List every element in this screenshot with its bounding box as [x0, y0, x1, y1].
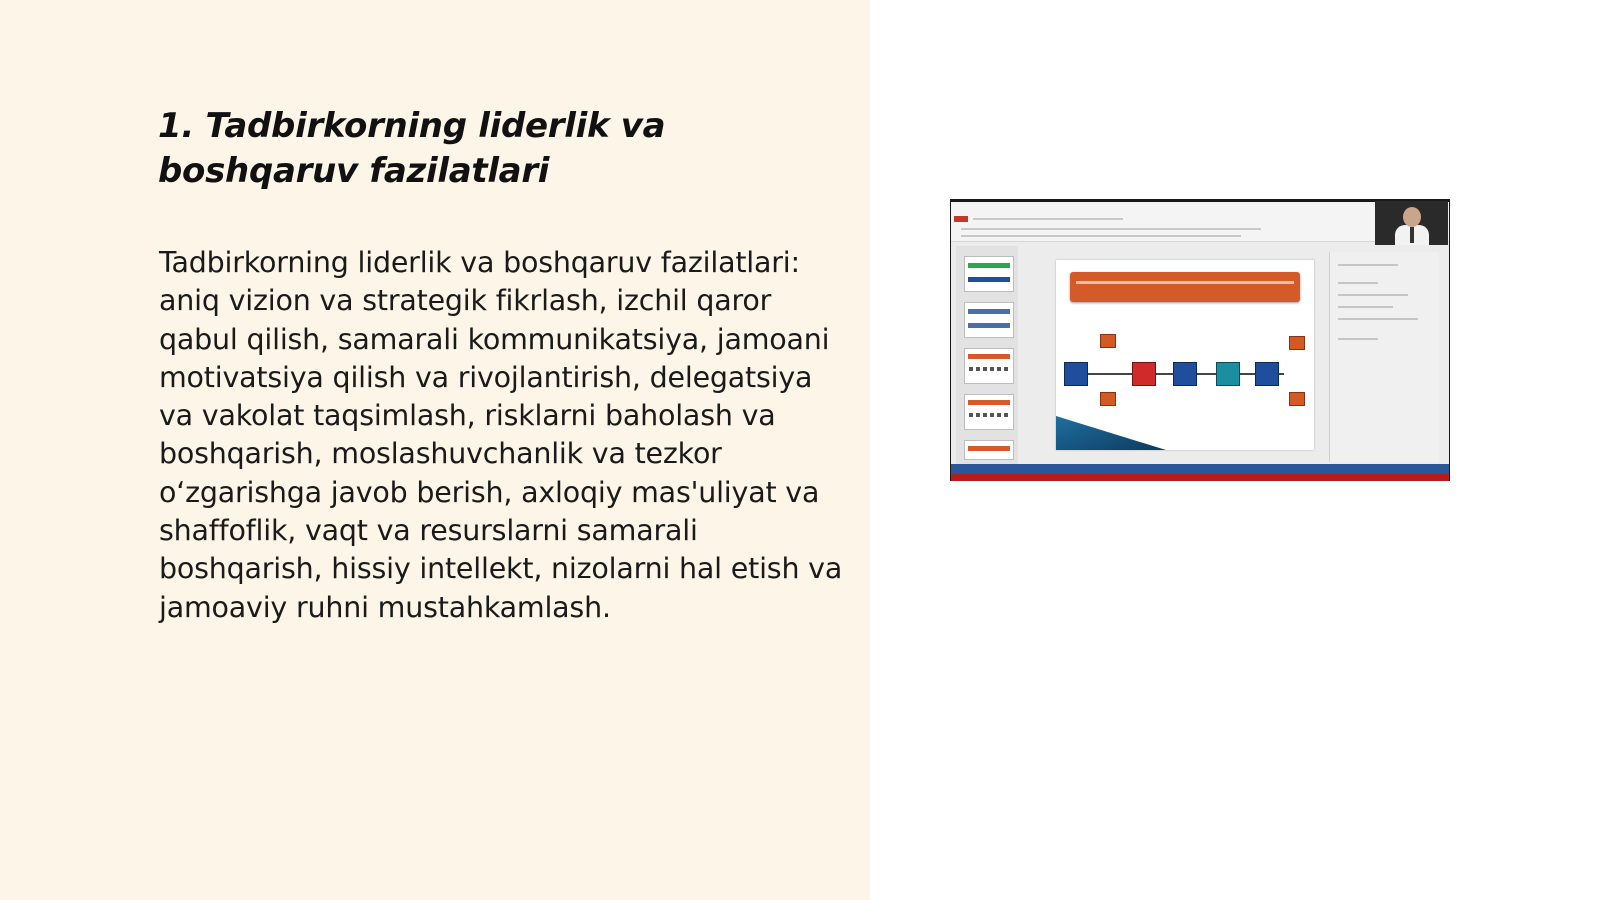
diagram-node — [1064, 362, 1088, 386]
decorative-wedge — [1056, 416, 1166, 450]
file-tab — [954, 216, 968, 222]
diagram-node — [1173, 362, 1197, 386]
diagram-node — [1132, 362, 1156, 386]
diagram-leaf — [1289, 392, 1305, 406]
slide-thumbnails — [956, 246, 1018, 464]
status-bar — [951, 464, 1449, 474]
diagram-leaf — [1100, 392, 1116, 406]
embedded-presentation-screenshot — [950, 199, 1450, 481]
presenter-avatar — [1403, 207, 1421, 227]
slide-canvas — [1056, 260, 1314, 450]
ribbon-tools-row — [961, 235, 1241, 237]
slide-banner — [1070, 272, 1300, 302]
ribbon-tools — [961, 228, 1261, 230]
side-pane — [1329, 252, 1439, 462]
taskbar — [951, 474, 1449, 481]
ribbon-tabs — [973, 218, 1123, 220]
thumbnail — [964, 440, 1014, 460]
thumbnail — [964, 394, 1014, 430]
diagram-leaf — [1100, 334, 1116, 348]
thumbnail — [964, 256, 1014, 292]
diagram-node — [1255, 362, 1279, 386]
thumbnail — [964, 348, 1014, 384]
diagram-leaf — [1289, 336, 1305, 350]
diagram-node — [1216, 362, 1240, 386]
webcam-overlay — [1375, 201, 1448, 245]
thumbnail — [964, 302, 1014, 338]
slide-title: 1. Tadbirkorning liderlik va boshqaruv fazilatlari — [158, 106, 666, 191]
slide-body-text: Tadbirkorning liderlik va boshqaruv fazilatlari: aniq vizion va strategik fikrlash, izchil qaror qabul qilish, samarali kommunikatsiya, jamoani motivatsiya qilish va rivojlantirish, delegatsiya va vakolat taqsimlash, risklarni baholash va boshqarish, moslashuvchanlik va tezkor oʻzgarishga javob berish, axloqiy mas'uliyat va shaffoflik, vaqt va resurslarni samarali boshqarish, hissiy intellekt, nizolarni hal etish va jamoaviy ruhni mustahkamlash. — [159, 246, 843, 624]
